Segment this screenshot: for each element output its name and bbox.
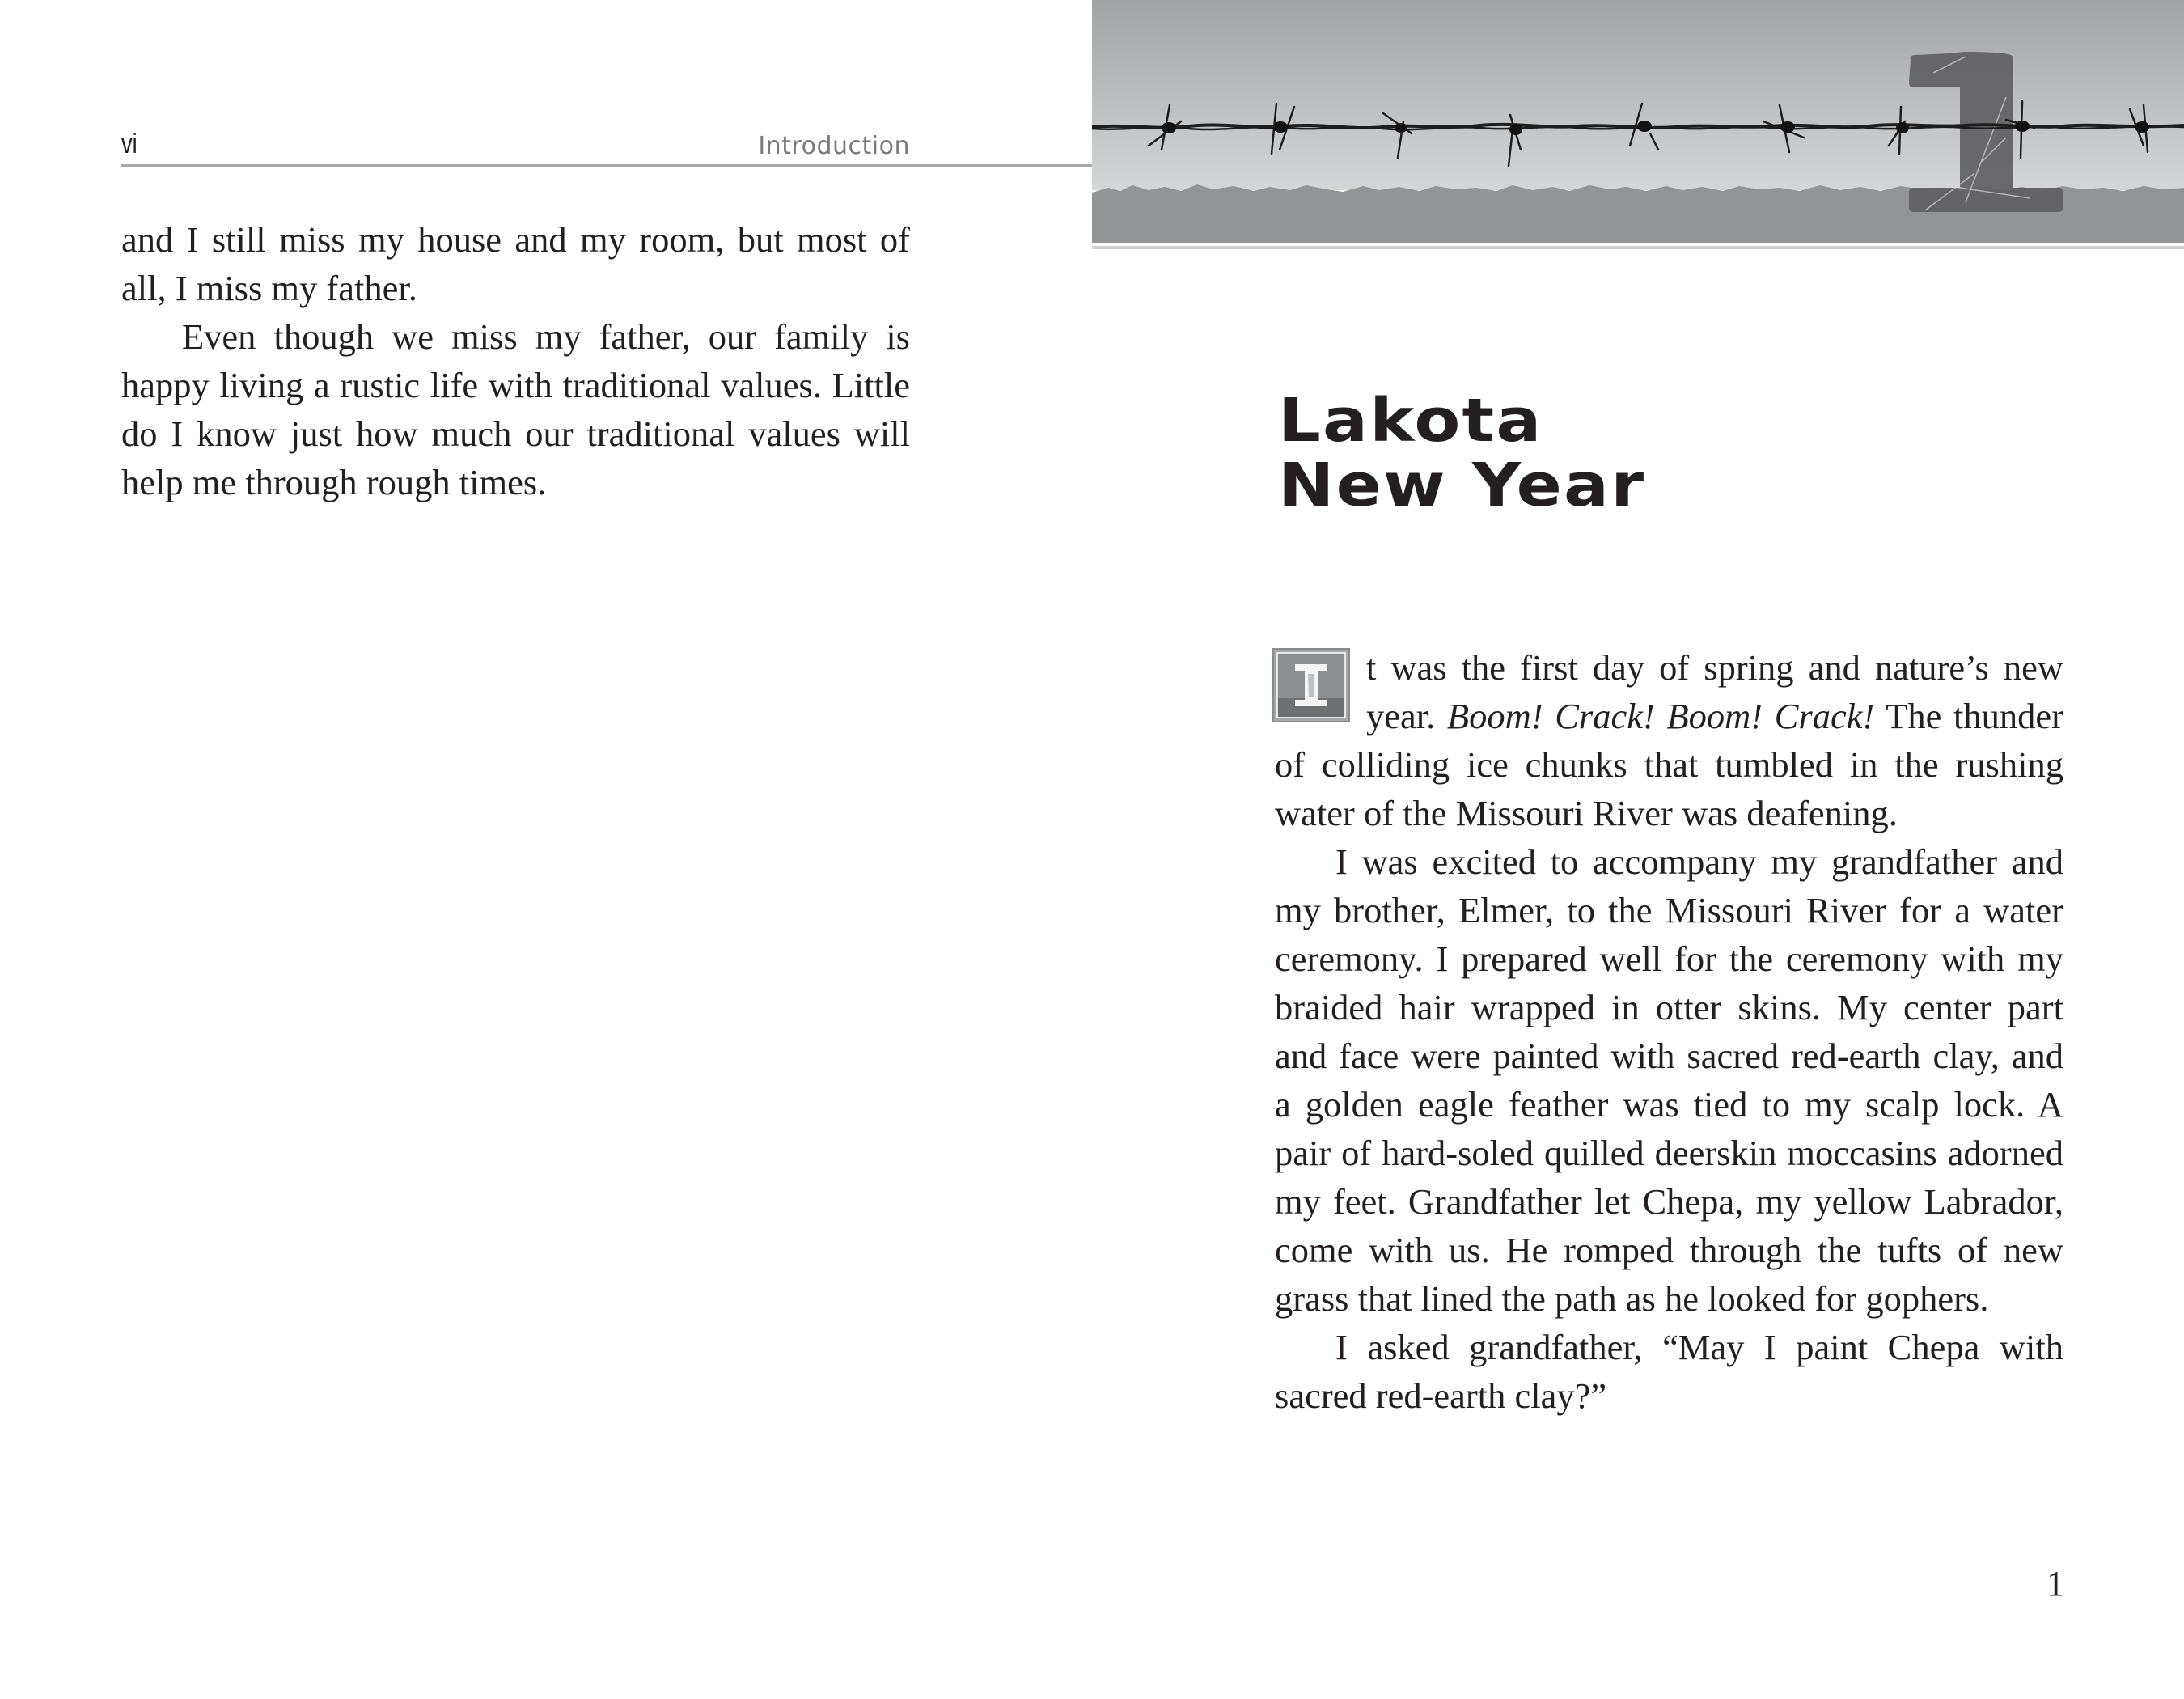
paragraph: and I still miss my house and my room, but most of all, I miss my father.	[121, 219, 910, 308]
drop-cap-letter-icon	[1272, 648, 1350, 722]
chapter-banner	[1092, 0, 2184, 243]
banner-rule	[1092, 246, 2184, 249]
running-head-title: Introduction	[758, 132, 910, 160]
drop-cap-text: I	[1311, 719, 1312, 720]
right-page	[1092, 0, 2184, 1699]
paragraph: I asked grandfather, “May I paint Chepa with sacred red-earth clay?”	[1275, 1327, 2063, 1416]
chapter-title-line-2: New Year	[1278, 451, 1646, 520]
paragraph: I was excited to accompany my grandfather and my brother, Elmer, to the Missouri River for a water ceremony. I prepared well for the ceremony with my braided hair wrapped in otter skins. My center part and face were painted with sacred red-earth clay, and a golden eagle feather was tied to my scalp lock. A pair of hard-soled quilled deerskin moccasins adorned my feet. Grandfather let Chepa, my yellow Labrador, come with us. He romped through the tufts of new grass that lined the path as he looked for gophers.	[1275, 841, 2063, 1319]
paragraph-1-end: The thunder of colliding ice chunks that tumbled in the rushing water of the Missouri River was deafening.	[1275, 696, 2063, 833]
page-number-left: vi	[121, 129, 138, 159]
drop-cap	[1272, 648, 1350, 722]
paragraph-1-start: t was the first day of spring and nature’s new year.	[1366, 647, 2063, 736]
barbed-wire-icon	[1092, 0, 2184, 243]
paragraph	[1275, 643, 2063, 837]
left-body-text	[121, 215, 910, 506]
running-head	[121, 121, 910, 167]
running-head-rule	[121, 164, 1092, 167]
paragraph-1-italic: Boom! Crack! Boom! Crack!	[1446, 696, 1875, 736]
right-body-text	[1275, 643, 2063, 1420]
banner-sky	[1092, 0, 2184, 190]
chapter-title	[1278, 386, 1646, 520]
chapter-title-line-1: Lakota	[1278, 386, 1543, 455]
paragraph: Even though we miss my father, our family is happy living a rustic life with traditional values. Little do I know just how much our traditional values will help me through rough times.	[121, 316, 910, 502]
page-number-right: 1	[2046, 1564, 2064, 1604]
